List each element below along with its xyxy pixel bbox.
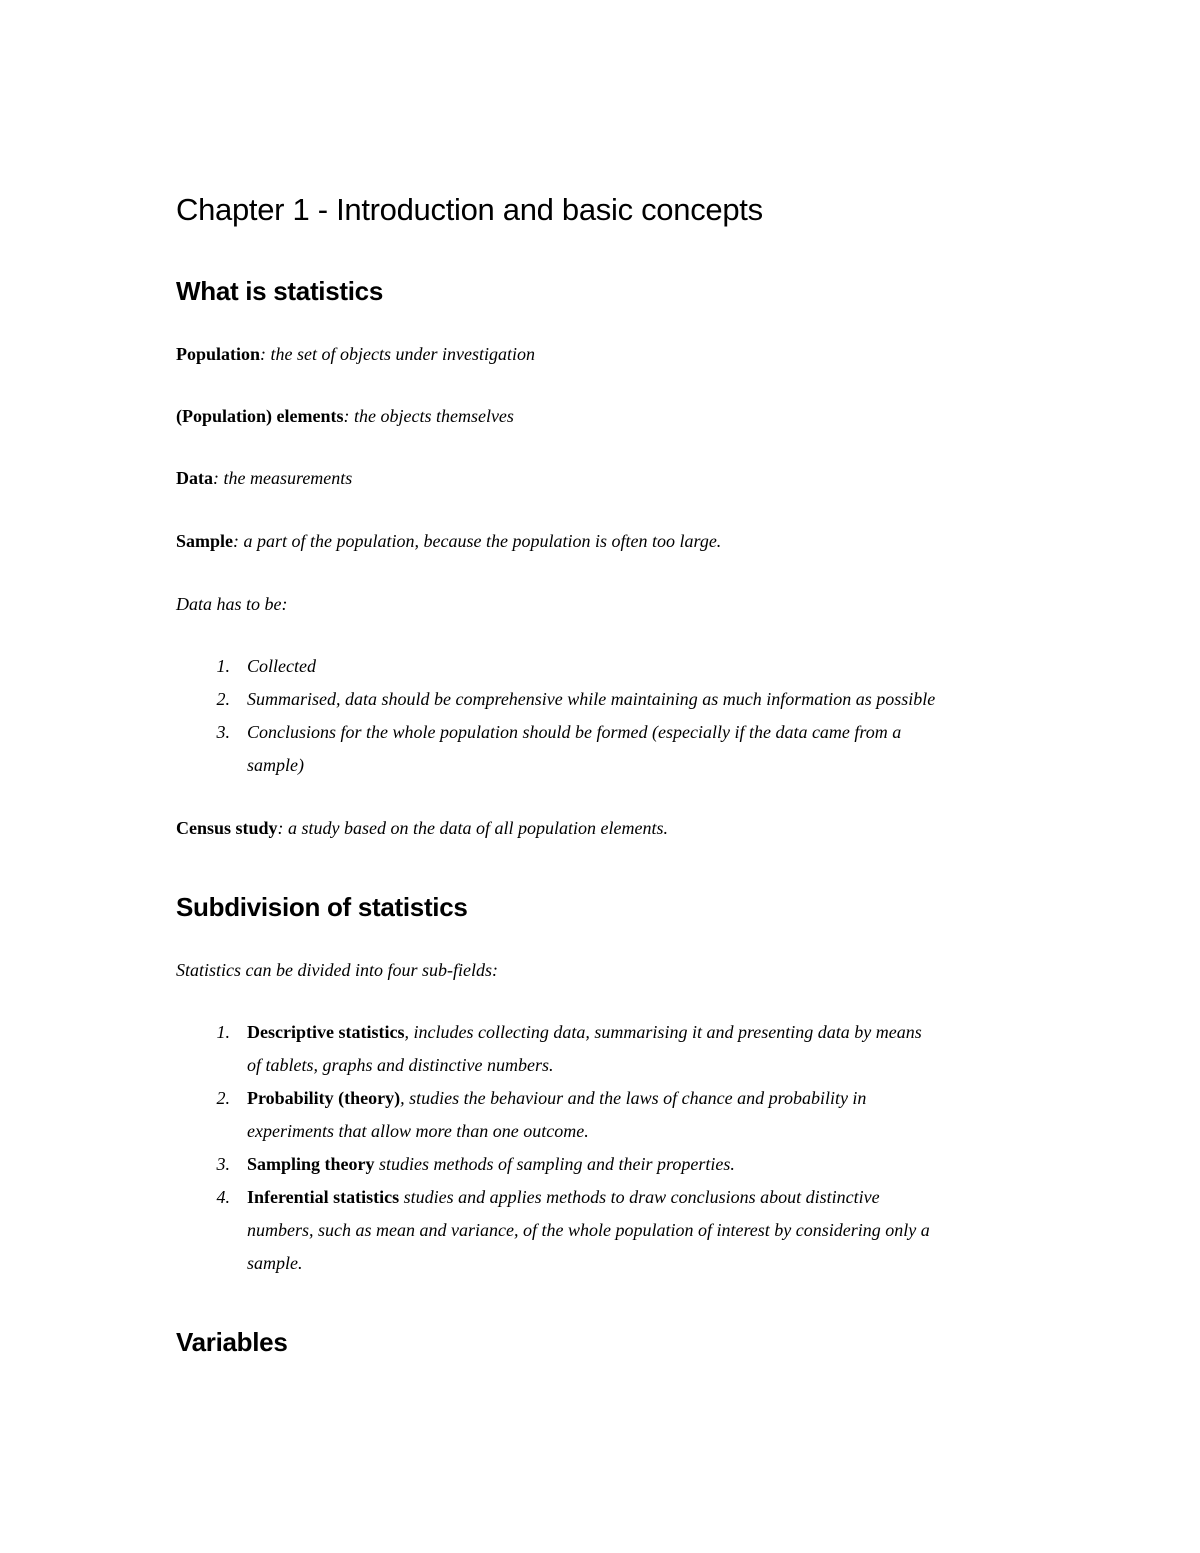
definition-text: a part of the population, because the population is often too large. <box>239 531 722 551</box>
definition-population-elements <box>176 406 514 427</box>
list-item-text: studies and applies methods to draw conclusions about distinctive <box>399 1187 880 1207</box>
list-number: 1. <box>216 1022 230 1042</box>
list-item-continuation <box>247 1121 589 1142</box>
list-item-text: Collected <box>247 656 316 676</box>
list-number: 3. <box>216 722 230 742</box>
chapter-title: Chapter 1 - Introduction and basic concepts <box>176 192 763 227</box>
definition-sample <box>176 531 721 552</box>
list-item-continuation <box>247 755 304 776</box>
list-item-text: Conclusions for the whole population should be formed (especially if the data came from a <box>247 722 902 742</box>
list-item <box>247 722 901 743</box>
list-item-continuation <box>247 1253 303 1274</box>
list-item-text: of tablets, graphs and distinctive numbers. <box>247 1055 554 1075</box>
list-number: 3. <box>216 1154 230 1174</box>
definition-separator: : <box>260 344 267 364</box>
list-item-text: , includes collecting data, summarising it and presenting data by means <box>404 1022 922 1042</box>
definition-separator: : <box>213 468 219 488</box>
definition-term: Data <box>176 468 213 488</box>
list-item-term: Inferential statistics <box>247 1187 400 1207</box>
list-item <box>247 1154 735 1175</box>
list-item-text: Summarised, data should be comprehensive while maintaining as much information as possible <box>247 689 936 709</box>
definition-population <box>176 344 535 365</box>
definition-separator: : <box>233 531 240 551</box>
definition-text: the objects themselves <box>349 406 514 426</box>
definition-census-study <box>176 818 668 839</box>
list-item <box>247 1187 880 1208</box>
list-intro-text: Data has to be: <box>176 594 288 614</box>
list-item <box>247 1088 866 1109</box>
definition-text: a study based on the data of all population elements. <box>283 818 669 838</box>
list-item-text: , studies the behaviour and the laws of chance and probability in <box>400 1088 867 1108</box>
list-item <box>247 656 316 677</box>
definition-term: Census study <box>176 818 278 838</box>
list-number: 1. <box>216 656 230 676</box>
list-intro <box>176 594 288 615</box>
definition-text: the set of objects under investigation <box>266 344 535 364</box>
section-heading-subdivision: Subdivision of statistics <box>176 892 468 922</box>
list-number: 2. <box>216 689 230 709</box>
list-item-term: Probability (theory) <box>247 1088 401 1108</box>
section-heading-what-is-statistics: What is statistics <box>176 276 383 306</box>
list-item-term: Descriptive statistics <box>247 1022 405 1042</box>
definition-separator: : <box>343 406 350 426</box>
section-heading-variables: Variables <box>176 1327 288 1357</box>
list-number: 2. <box>216 1088 230 1108</box>
definition-separator: : <box>277 818 284 838</box>
definition-term: (Population) elements <box>176 406 344 426</box>
list-number: 4. <box>216 1187 230 1207</box>
definition-data <box>176 468 352 489</box>
section-intro-text: Statistics can be divided into four sub-fields: <box>176 960 498 980</box>
list-item <box>247 689 935 710</box>
definition-text: the measurements <box>219 468 353 488</box>
definition-term: Sample <box>176 531 234 551</box>
list-item-term: Sampling theory <box>247 1154 375 1174</box>
list-item-text: studies methods of sampling and their properties. <box>374 1154 735 1174</box>
list-item <box>247 1022 922 1043</box>
section-intro <box>176 960 498 981</box>
definition-term: Population <box>176 344 261 364</box>
list-item-text: experiments that allow more than one outcome. <box>247 1121 589 1141</box>
list-item-continuation <box>247 1220 930 1241</box>
list-item-text: sample. <box>247 1253 303 1273</box>
list-item-text: sample) <box>247 755 304 775</box>
list-item-continuation <box>247 1055 553 1076</box>
list-item-text: numbers, such as mean and variance, of the whole population of interest by considering only a <box>247 1220 930 1240</box>
